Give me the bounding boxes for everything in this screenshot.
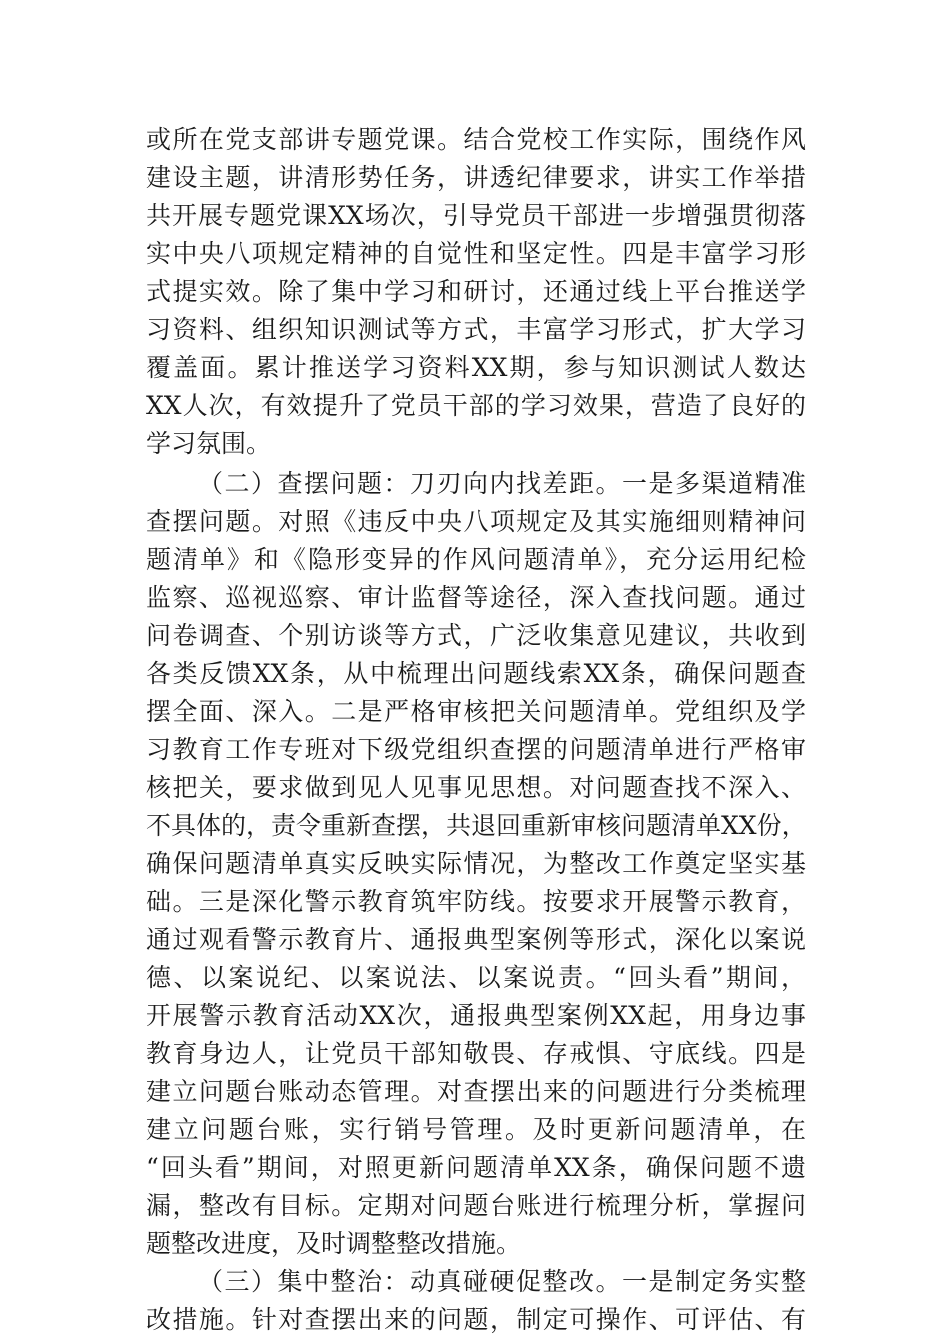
body-text-line: 漏，整改有目标。定期对问题台账进行梳理分析，掌握问 — [146, 1191, 806, 1220]
body-text-line: 通过观看警示教育片、通报典型案例等形式，深化以案说 — [146, 925, 806, 954]
body-text-line: 不具体的，责令重新查摆，共退回重新审核问题清单XX份， — [146, 811, 807, 840]
body-text-line: 查摆问题。对照《违反中央八项规定及其实施细则精神问 — [146, 507, 806, 536]
body-text-line: 或所在党支部讲专题党课。结合党校工作实际，围绕作风 — [146, 125, 806, 154]
body-text-line: “回头看”期间，对照更新问题清单XX条，确保问题不遗 — [146, 1153, 806, 1182]
body-text-line: XX人次，有效提升了党员干部的学习效果，营造了良好的 — [146, 391, 806, 420]
body-text-line: 习教育工作专班对下级党组织查摆的问题清单进行严格审 — [146, 735, 806, 764]
body-text-line: 确保问题清单真实反映实际情况，为整改工作奠定坚实基 — [146, 849, 806, 878]
section-heading-line: （二）查摆问题：刀刃向内找差距。一是多渠道精准 — [198, 469, 806, 498]
body-text-line: 学习氛围。 — [146, 429, 272, 458]
body-text-line: 开展警示教育活动XX次，通报典型案例XX起，用身边事 — [146, 1001, 806, 1030]
body-text-line: 覆盖面。累计推送学习资料XX期，参与知识测试人数达 — [146, 353, 806, 382]
body-text-line: 建立问题台账动态管理。对查摆出来的问题进行分类梳理 — [146, 1077, 806, 1106]
body-text-line: 各类反馈XX条，从中梳理出问题线索XX条，确保问题查 — [146, 659, 806, 688]
body-text-line: 题清单》和《隐形变异的作风问题清单》，充分运用纪检 — [146, 545, 806, 574]
section-heading-line: （三）集中整治：动真碰硬促整改。一是制定务实整 — [198, 1267, 806, 1296]
body-text-line: 建设主题，讲清形势任务，讲透纪律要求，讲实工作举措 — [146, 163, 806, 192]
body-text-line: 改措施。针对查摆出来的问题，制定可操作、可评估、有 — [146, 1305, 806, 1334]
body-text-line: 摆全面、深入。二是严格审核把关问题清单。党组织及学 — [146, 697, 806, 726]
body-text-line: 教育身边人，让党员干部知敬畏、存戒惧、守底线。四是 — [146, 1039, 806, 1068]
body-text-line: 础。三是深化警示教育筑牢防线。按要求开展警示教育， — [146, 887, 806, 916]
body-text-line: 问卷调查、个别访谈等方式，广泛收集意见建议，共收到 — [146, 621, 806, 650]
body-text-line: 核把关，要求做到见人见事见思想。对问题查找不深入、 — [146, 773, 806, 802]
body-text-line: 监察、巡视巡察、审计监督等途径，深入查找问题。通过 — [146, 583, 806, 612]
body-text-line: 实中央八项规定精神的自觉性和坚定性。四是丰富学习形 — [146, 239, 806, 268]
body-text-line: 共开展专题党课XX场次，引导党员干部进一步增强贯彻落 — [146, 201, 806, 230]
body-text-line: 建立问题台账，实行销号管理。及时更新问题清单，在 — [146, 1115, 806, 1144]
body-text-line: 式提实效。除了集中学习和研讨，还通过线上平台推送学 — [146, 277, 806, 306]
body-text-line: 德、以案说纪、以案说法、以案说责。“回头看”期间， — [146, 963, 806, 992]
body-text-line: 题整改进度，及时调整整改措施。 — [146, 1229, 522, 1258]
body-text-line: 习资料、组织知识测试等方式，丰富学习形式，扩大学习 — [146, 315, 806, 344]
